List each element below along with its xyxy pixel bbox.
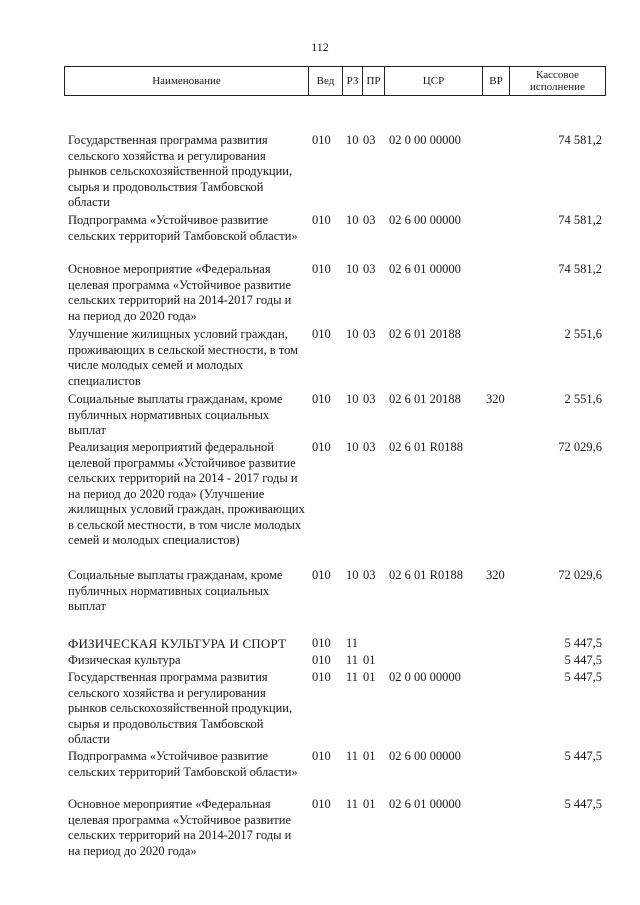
cell-ved: 010 (312, 440, 331, 454)
cell-name: Государственная программа развития сельского хозяйства и регулирования рынков сельскохозяйственной продукции, сырья и продовольствия Тамбовской области (68, 670, 293, 746)
cell-pr: 01 (363, 749, 376, 763)
cell-csr: 02 6 01 20188 (389, 327, 461, 341)
cell-pr: 01 (363, 670, 376, 684)
cell-pr: 03 (363, 133, 376, 147)
cell-csr: 02 0 00 00000 (389, 133, 461, 147)
cell-name: Физическая культура (68, 653, 181, 667)
cell-ved: 010 (312, 133, 331, 147)
header-pr: ПР (362, 67, 384, 95)
cell-sum: 5 447,5 (564, 653, 602, 667)
cell-rz: 11 (346, 636, 359, 650)
cell-pr: 03 (363, 568, 376, 582)
cell-ved: 010 (312, 797, 331, 811)
cell-csr: 02 0 00 00000 (389, 670, 461, 684)
cell-rz: 10 (346, 213, 359, 227)
cell-sum: 74 581,2 (558, 133, 602, 147)
cell-pr: 01 (363, 797, 376, 811)
cell-name: Улучшение жилищных условий граждан, проживающих в сельской местности, в том числе молодых семей и молодых специалистов (68, 327, 299, 388)
cell-sum: 5 447,5 (564, 636, 602, 650)
cell-ved: 010 (312, 670, 331, 684)
cell-sum: 2 551,6 (564, 392, 602, 406)
cell-ved: 010 (312, 392, 331, 406)
cell-name: Государственная программа развития сельского хозяйства и регулирования рынков сельскохозяйственной продукции, сырья и продовольствия Тамбовской области (68, 133, 293, 209)
cell-rz: 10 (346, 568, 359, 582)
cell-name: Подпрограмма «Устойчивое развитие сельских территорий Тамбовской области» (68, 213, 298, 243)
cell-csr: 02 6 01 00000 (389, 262, 461, 276)
cell-ved: 010 (312, 568, 331, 582)
cell-rz: 11 (346, 797, 359, 811)
cell-name: Социальные выплаты гражданам, кроме публичных нормативных социальных выплат (68, 568, 283, 613)
cell-sum: 2 551,6 (564, 327, 602, 341)
cell-name: Основное мероприятие «Федеральная целевая программа «Устойчивое развитие сельских территорий на 2014-2017 годы и на период до 2020 года» (68, 262, 292, 323)
cell-ved: 010 (312, 327, 331, 341)
page-number: 112 (311, 40, 329, 54)
cell-rz: 10 (346, 133, 359, 147)
cell-pr: 03 (363, 213, 376, 227)
cell-rz: 10 (346, 392, 359, 406)
cell-sum: 72 029,6 (558, 440, 602, 454)
cell-ved: 010 (312, 653, 331, 667)
cell-csr: 02 6 01 R0188 (389, 568, 463, 582)
cell-rz: 10 (346, 440, 359, 454)
header-vr: ВР (482, 67, 509, 95)
cell-sum: 74 581,2 (558, 262, 602, 276)
cell-pr: 03 (363, 327, 376, 341)
header-name: Наименование (152, 75, 221, 87)
cell-vr: 320 (486, 392, 505, 406)
cell-name: Подпрограмма «Устойчивое развитие сельских территорий Тамбовской области» (68, 749, 298, 779)
cell-csr: 02 6 01 R0188 (389, 440, 463, 454)
cell-ved: 010 (312, 262, 331, 276)
cell-rz: 11 (346, 653, 359, 667)
cell-csr: 02 6 01 20188 (389, 392, 461, 406)
cell-csr: 02 6 01 00000 (389, 797, 461, 811)
cell-name: ФИЗИЧЕСКАЯ КУЛЬТУРА И СПОРТ (68, 636, 287, 651)
header-csr: ЦСР (384, 67, 482, 95)
header-sum: Кассовое исполнение (509, 67, 605, 95)
cell-rz: 10 (346, 327, 359, 341)
cell-pr: 01 (363, 653, 376, 667)
cell-rz: 10 (346, 262, 359, 276)
cell-pr: 03 (363, 392, 376, 406)
cell-sum: 72 029,6 (558, 568, 602, 582)
cell-vr: 320 (486, 568, 505, 582)
cell-name: Основное мероприятие «Федеральная целевая программа «Устойчивое развитие сельских территорий на 2014-2017 годы и на период до 2020 года» (68, 797, 292, 858)
cell-csr: 02 6 00 00000 (389, 213, 461, 227)
cell-name: Социальные выплаты гражданам, кроме публичных нормативных социальных выплат (68, 392, 283, 437)
cell-rz: 11 (346, 670, 359, 684)
header-rz: РЗ (342, 67, 362, 95)
cell-ved: 010 (312, 749, 331, 763)
cell-ved: 010 (312, 213, 331, 227)
cell-pr: 03 (363, 262, 376, 276)
cell-ved: 010 (312, 636, 331, 650)
cell-name: Реализация мероприятий федеральной целевой программы «Устойчивое развитие сельских территорий на 2014 - 2017 годы и на период до 2020 года» (Улучшение жилищных условий граждан, проживающих в сельской местности, в том числе молодых семей и молодых специалистов) (68, 440, 305, 547)
cell-sum: 5 447,5 (564, 670, 602, 684)
header-ved: Вед (308, 67, 342, 95)
cell-pr: 03 (363, 440, 376, 454)
cell-csr: 02 6 00 00000 (389, 749, 461, 763)
cell-sum: 5 447,5 (564, 797, 602, 811)
table-header (64, 66, 606, 96)
budget-table (64, 66, 606, 858)
cell-rz: 11 (346, 749, 359, 763)
cell-sum: 5 447,5 (564, 749, 602, 763)
cell-sum: 74 581,2 (558, 213, 602, 227)
